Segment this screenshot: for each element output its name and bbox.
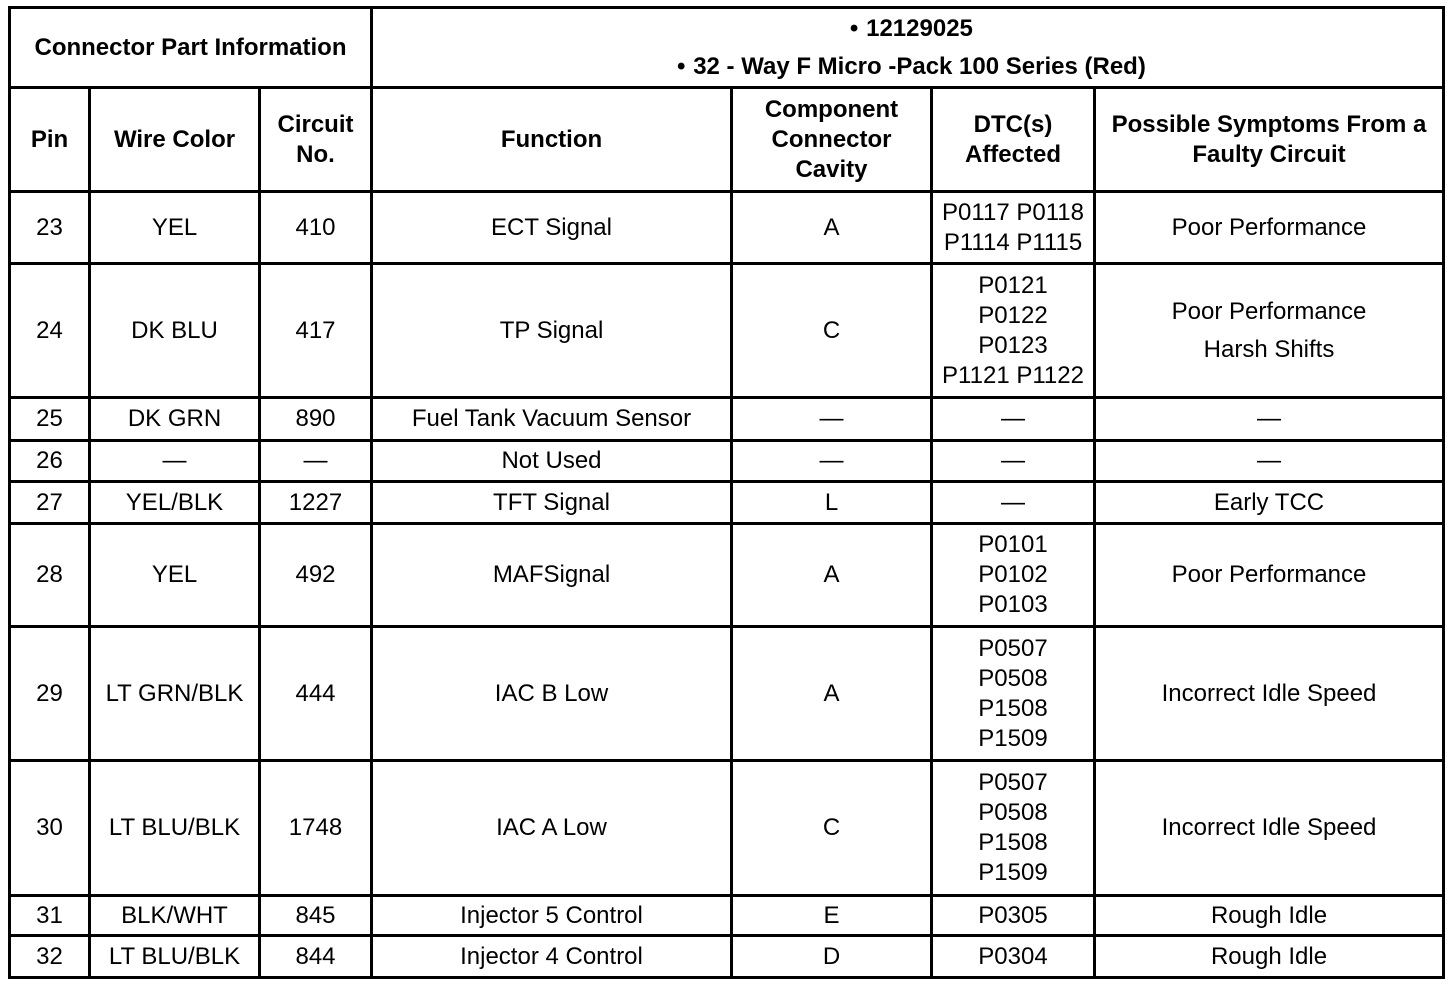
cavity-cell: A [732,192,932,264]
pin-cell: 23 [10,192,90,264]
wire-color-cell: DK BLU [90,264,260,398]
wire-color-cell: YEL [90,192,260,264]
cavity-cell: C [732,761,932,896]
pin-cell: 24 [10,264,90,398]
header-circuit-no: Circuit No. [260,88,372,192]
circuit-cell: 410 [260,192,372,264]
function-cell: Not Used [372,441,732,482]
header-cavity: Component Connector Cavity [732,88,932,192]
cavity-cell: — [732,398,932,441]
symptoms-cell: — [1095,441,1444,482]
part-info-item: • 12129025 [849,14,973,42]
dtc-cell: P0117 P0118 P1114 P1115 [932,192,1095,264]
function-cell: Injector 4 Control [372,936,732,978]
function-cell: ECT Signal [372,192,732,264]
wire-color-cell: LT BLU/BLK [90,936,260,978]
function-cell: MAFSignal [372,524,732,627]
table-row [10,482,1444,524]
wire-color-cell: LT GRN/BLK [90,627,260,761]
wire-color-cell: LT BLU/BLK [90,761,260,896]
cavity-cell: L [732,482,932,524]
pin-cell: 29 [10,627,90,761]
circuit-cell: 444 [260,627,372,761]
function-cell: TFT Signal [372,482,732,524]
header-function: Function [372,88,732,192]
circuit-cell: 417 [260,264,372,398]
dtc-cell: P0304 [932,936,1095,978]
dtc-cell: P0305 [932,896,1095,936]
header-row [10,88,1444,192]
dtc-cell: — [932,398,1095,441]
wire-color-cell: YEL/BLK [90,482,260,524]
dtc-cell: P0121 P0122 P0123 P1121 P1122 [932,264,1095,398]
function-cell: IAC B Low [372,627,732,761]
pin-cell: 27 [10,482,90,524]
table-row [10,264,1444,398]
wire-color-cell: YEL [90,524,260,627]
wire-color-cell: — [90,441,260,482]
cavity-cell: A [732,627,932,761]
cavity-cell: D [732,936,932,978]
header-dtc: DTC(s) Affected [932,88,1095,192]
circuit-cell: 890 [260,398,372,441]
part-info-item: • 32 - Way F Micro -Pack 100 Series (Red) [676,52,1146,80]
symptoms-cell: Poor Performance Harsh Shifts [1095,264,1444,398]
symptoms-cell: Rough Idle [1095,936,1444,978]
table-row [10,524,1444,627]
part-info-label: Connector Part Information [10,8,372,88]
symptoms-cell: Early TCC [1095,482,1444,524]
pin-cell: 25 [10,398,90,441]
table-row [10,761,1444,896]
circuit-cell: 1748 [260,761,372,896]
dtc-cell: — [932,441,1095,482]
function-cell: Injector 5 Control [372,896,732,936]
symptoms-cell: Incorrect Idle Speed [1095,761,1444,896]
connector-pin-table [8,6,1445,979]
function-cell: TP Signal [372,264,732,398]
dtc-cell: P0101 P0102 P0103 [932,524,1095,627]
table-row [10,936,1444,978]
pin-cell: 28 [10,524,90,627]
dtc-cell: — [932,482,1095,524]
part-info-row [10,8,1444,88]
wire-color-cell: DK GRN [90,398,260,441]
cavity-cell: E [732,896,932,936]
pin-cell: 31 [10,896,90,936]
dtc-cell: P0507 P0508 P1508 P1509 [932,627,1095,761]
table-row [10,441,1444,482]
symptoms-cell: Incorrect Idle Speed [1095,627,1444,761]
part-description: 32 - Way F Micro -Pack 100 Series (Red) [693,52,1146,80]
pin-cell: 26 [10,441,90,482]
dtc-cell: P0507 P0508 P1508 P1509 [932,761,1095,896]
cavity-cell: A [732,524,932,627]
table-row [10,192,1444,264]
symptoms-cell: Poor Performance [1095,524,1444,627]
function-cell: Fuel Tank Vacuum Sensor [372,398,732,441]
header-symptoms: Possible Symptoms From a Faulty Circuit [1095,88,1444,192]
header-pin: Pin [10,88,90,192]
cavity-cell: C [732,264,932,398]
symptoms-cell: — [1095,398,1444,441]
symptoms-cell: Poor Performance [1095,192,1444,264]
table-row [10,627,1444,761]
table-row [10,398,1444,441]
circuit-cell: 1227 [260,482,372,524]
part-number: 12129025 [866,14,973,42]
symptoms-cell: Rough Idle [1095,896,1444,936]
function-cell: IAC A Low [372,761,732,896]
pin-cell: 30 [10,761,90,896]
pin-cell: 32 [10,936,90,978]
table-row [10,896,1444,936]
circuit-cell: — [260,441,372,482]
circuit-cell: 492 [260,524,372,627]
wire-color-cell: BLK/WHT [90,896,260,936]
circuit-cell: 844 [260,936,372,978]
part-info-list [372,8,1444,88]
cavity-cell: — [732,441,932,482]
circuit-cell: 845 [260,896,372,936]
header-wire-color: Wire Color [90,88,260,192]
